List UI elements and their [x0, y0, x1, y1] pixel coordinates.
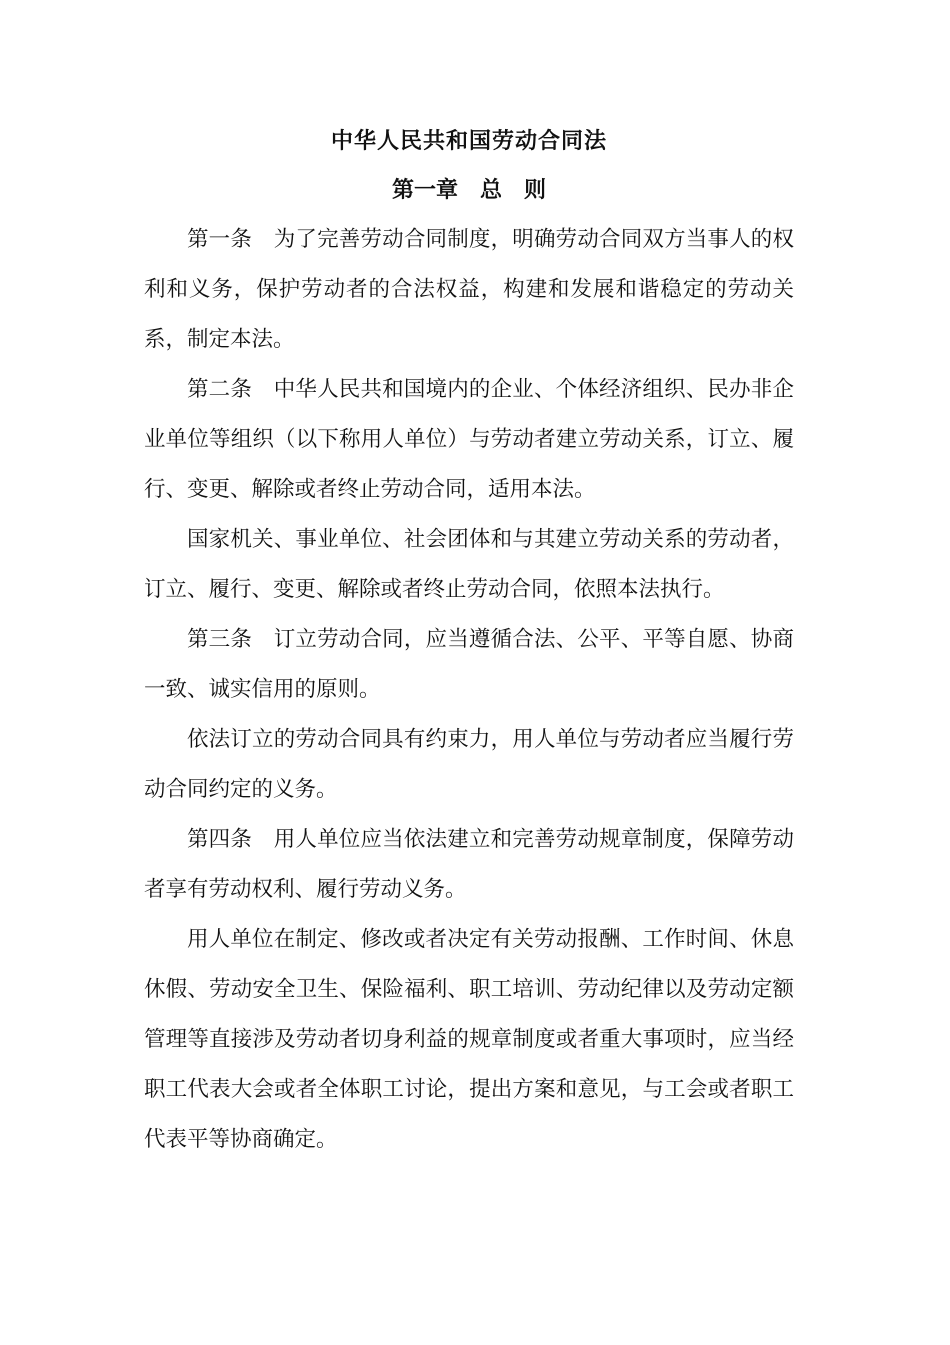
chapter-title: 第一章 总 则: [391, 177, 546, 203]
article-2-paragraph: 第二条 中华人民共和国境内的企业、个体经济组织、民办非企业单位等组织（以下称用人单位）与劳动者建立劳动关系，订立、履行、变更、解除或者终止劳动合同，适用本法。: [144, 377, 794, 502]
article-2-clause-2-paragraph: 国家机关、事业单位、社会团体和与其建立劳动关系的劳动者，订立、履行、变更、解除或者终止劳动合同，依照本法执行。: [144, 527, 794, 602]
article-3-paragraph: 第三条 订立劳动合同，应当遵循合法、公平、平等自愿、协商一致、诚实信用的原则。: [144, 627, 794, 702]
article-4-clause-2-paragraph: 用人单位在制定、修改或者决定有关劳动报酬、工作时间、休息休假、劳动安全卫生、保险福利、职工培训、劳动纪律以及劳动定额管理等直接涉及劳动者切身利益的规章制度或者重大事项时，应当经职工代表大会或者全体职工讨论，提出方案和意见，与工会或者职工代表平等协商确定。: [144, 927, 794, 1152]
document-body: [144, 117, 794, 1165]
article-4-paragraph: 第四条 用人单位应当依法建立和完善劳动规章制度，保障劳动者享有劳动权利、履行劳动义务。: [144, 827, 794, 902]
article-1-paragraph: 第一条 为了完善劳动合同制度，明确劳动合同双方当事人的权利和义务，保护劳动者的合法权益，构建和发展和谐稳定的劳动关系，制定本法。: [144, 227, 794, 352]
article-3-clause-2-paragraph: 依法订立的劳动合同具有约束力，用人单位与劳动者应当履行劳动合同约定的义务。: [144, 727, 794, 802]
document-title: 中华人民共和国劳动合同法: [330, 128, 607, 154]
